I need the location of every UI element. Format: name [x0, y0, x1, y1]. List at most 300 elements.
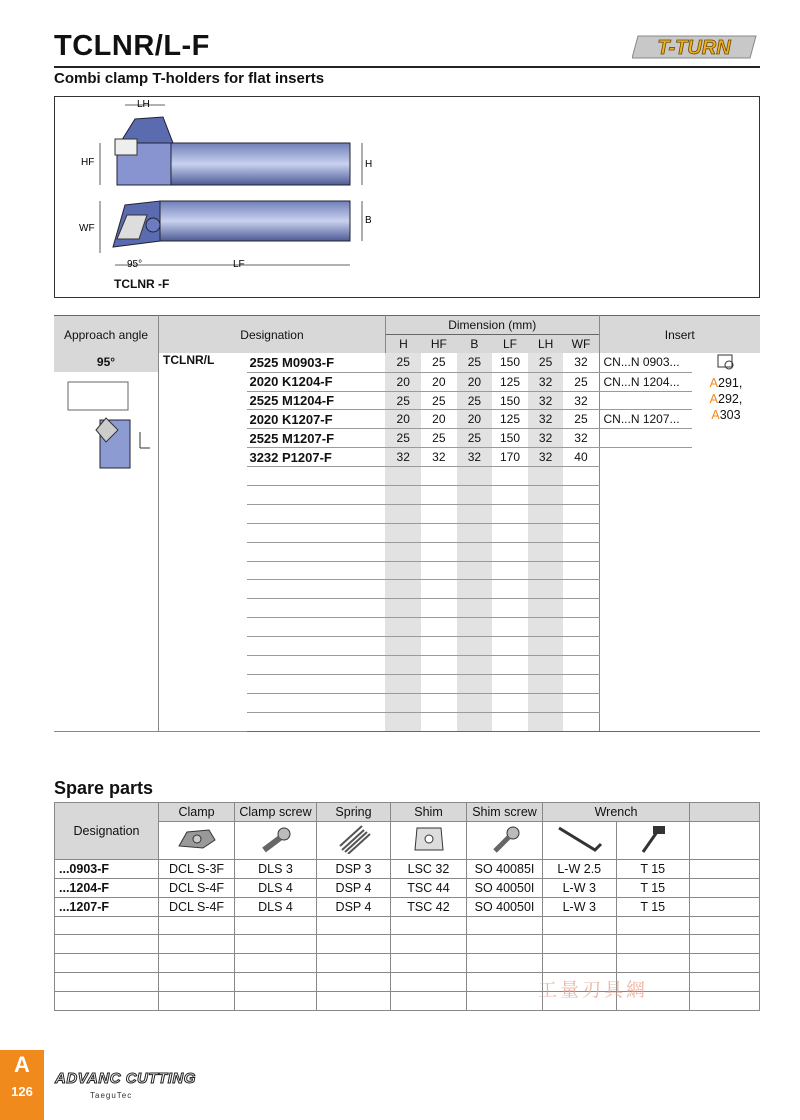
- spare-cell-wrench2: [616, 954, 690, 973]
- spare-cell-clamp-screw: [235, 954, 317, 973]
- spare-cell-shim: [391, 935, 467, 954]
- svg-text:HF: HF: [81, 157, 95, 168]
- dimension-cell: 32: [563, 353, 599, 372]
- designation-code: [247, 504, 385, 523]
- spare-cell-clamp: [159, 935, 235, 954]
- dimension-cell: [457, 486, 493, 505]
- dimension-cell: [492, 637, 528, 656]
- dimension-cell: [421, 523, 457, 542]
- dimension-cell: [528, 542, 564, 561]
- dimension-cell: 25: [528, 353, 564, 372]
- designation-code: 2525 M0903-F: [247, 353, 385, 372]
- spare-cell-clamp-screw: [235, 973, 317, 992]
- page-ref-cell: [692, 523, 760, 542]
- dimension-cell: 150: [492, 429, 528, 448]
- spare-cell-shim: TSC 44: [391, 878, 467, 897]
- spare-cell-shim: [391, 954, 467, 973]
- dimension-cell: [528, 561, 564, 580]
- designation-code: [247, 637, 385, 656]
- dimension-cell: [457, 618, 493, 637]
- dimension-cell: [563, 580, 599, 599]
- spare-cell-shim-screw: [467, 992, 543, 1011]
- page-ref-cell: [692, 486, 760, 505]
- approach-diagram: [54, 372, 158, 472]
- dimension-cell: [421, 504, 457, 523]
- spare-cell-designation: [55, 954, 159, 973]
- page-ref-cell: [692, 504, 760, 523]
- page-ref-cell: [692, 561, 760, 580]
- dimension-cell: [492, 561, 528, 580]
- spare-cell-wrench1: L-W 2.5: [543, 859, 617, 878]
- spare-cell-empty: [690, 935, 760, 954]
- dimension-cell: 32: [457, 448, 493, 467]
- ref-291: 291,: [718, 376, 743, 391]
- spare-cell-wrench2: T 15: [616, 859, 690, 878]
- spare-cell-clamp: [159, 954, 235, 973]
- spare-cell-clamp: [159, 916, 235, 935]
- dimension-cell: 25: [421, 353, 457, 372]
- ref-a3: A: [711, 408, 720, 423]
- spare-cell-shim: [391, 973, 467, 992]
- insert-cell: [599, 504, 692, 523]
- holder-table: [54, 315, 760, 732]
- page-number: 126: [11, 1084, 33, 1099]
- dimension-cell: [385, 637, 421, 656]
- insert-cell: [599, 429, 692, 448]
- dimension-cell: 25: [563, 372, 599, 391]
- dimension-cell: [528, 467, 564, 486]
- spare-cell-clamp-screw: [235, 916, 317, 935]
- spare-cell-wrench2: [616, 935, 690, 954]
- spare-header-designation: Designation: [55, 803, 159, 860]
- shim-screw-icon: [467, 821, 543, 859]
- dimension-cell: [457, 467, 493, 486]
- brand-sub: TaeguTec: [90, 1091, 133, 1100]
- svg-text:T-TURN: T-TURN: [657, 37, 731, 59]
- page-ref-cell: [692, 580, 760, 599]
- page-ref-cell: [692, 353, 760, 429]
- page-subtitle: Combi clamp T-holders for flat inserts: [54, 70, 325, 87]
- dimension-cell: [457, 542, 493, 561]
- dimension-cell: [421, 637, 457, 656]
- watermark: 工量刃具網: [538, 980, 649, 1001]
- svg-text:WF: WF: [79, 223, 95, 234]
- spring-icon: [317, 821, 391, 859]
- dimension-cell: [385, 712, 421, 731]
- dimension-cell: [563, 637, 599, 656]
- clamp-screw-icon: [235, 821, 317, 859]
- spare-cell-designation: ...1207-F: [55, 897, 159, 916]
- spare-cell-clamp: DCL S-4F: [159, 897, 235, 916]
- insert-cell: [599, 523, 692, 542]
- dimension-cell: [385, 542, 421, 561]
- dimension-cell: [385, 618, 421, 637]
- designation-header: Designation: [159, 316, 386, 354]
- page-ref-cell: [692, 467, 760, 486]
- insert-cell: CN...N 0903...: [599, 353, 692, 372]
- designation-code: [247, 467, 385, 486]
- dimension-cell: [563, 599, 599, 618]
- spare-cell-clamp-screw: DLS 4: [235, 897, 317, 916]
- dimension-cell: [457, 580, 493, 599]
- spare-row: [55, 992, 760, 1011]
- dimension-cell: 150: [492, 353, 528, 372]
- dimension-cell: [385, 504, 421, 523]
- dimension-cell: [385, 674, 421, 693]
- spare-cell-clamp: DCL S-3F: [159, 859, 235, 878]
- dim-header-lf: LF: [492, 334, 528, 353]
- dimension-cell: [528, 523, 564, 542]
- dimension-cell: 32: [528, 429, 564, 448]
- svg-text:H: H: [365, 159, 373, 170]
- spare-cell-clamp-screw: [235, 935, 317, 954]
- spare-cell-designation: ...0903-F: [55, 859, 159, 878]
- dimension-cell: [492, 599, 528, 618]
- dimension-cell: 32: [563, 429, 599, 448]
- spare-cell-spring: [317, 973, 391, 992]
- dimension-cell: [492, 618, 528, 637]
- dimension-cell: [421, 674, 457, 693]
- insert-cell: [599, 712, 692, 731]
- dimension-header: Dimension (mm): [385, 316, 599, 335]
- table-row: [54, 353, 760, 372]
- spare-cell-empty: [690, 916, 760, 935]
- ref-292: 292,: [718, 392, 743, 407]
- dim-header-hf: HF: [421, 334, 457, 353]
- page-ref-cell: [692, 542, 760, 561]
- dimension-cell: [457, 674, 493, 693]
- svg-text:B: B: [365, 215, 372, 226]
- ref-a1: A: [709, 376, 718, 391]
- brand-logo: ADVANC CUTTING: [55, 1070, 196, 1087]
- spare-header-wrench: Wrench: [543, 803, 690, 822]
- dimension-cell: 125: [492, 372, 528, 391]
- spare-cell-shim-screw: SO 40050I: [467, 897, 543, 916]
- dimension-cell: 20: [457, 410, 493, 429]
- spare-cell-shim-screw: SO 40050I: [467, 878, 543, 897]
- spare-cell-shim: [391, 992, 467, 1011]
- ref-a2: A: [709, 392, 718, 407]
- dimension-cell: [421, 712, 457, 731]
- spare-cell-clamp: DCL S-4F: [159, 878, 235, 897]
- insert-cell: [599, 618, 692, 637]
- insert-cell: [599, 391, 692, 410]
- spare-cell-clamp-screw: [235, 992, 317, 1011]
- book-icon: [715, 353, 737, 371]
- dimension-cell: [457, 599, 493, 618]
- spare-cell-shim-screw: SO 40085I: [467, 859, 543, 878]
- dimension-cell: [492, 523, 528, 542]
- insert-cell: CN...N 1207...: [599, 410, 692, 429]
- dimension-cell: [421, 599, 457, 618]
- spare-icon-empty: [690, 821, 760, 859]
- dimension-cell: [528, 674, 564, 693]
- insert-cell: [599, 467, 692, 486]
- dimension-cell: [385, 486, 421, 505]
- holder-drawing: [55, 97, 759, 297]
- title-rule: [54, 66, 760, 68]
- dimension-cell: [492, 693, 528, 712]
- spare-cell-shim: TSC 42: [391, 897, 467, 916]
- spare-row: [55, 935, 760, 954]
- spare-cell-wrench2: T 15: [616, 897, 690, 916]
- dimension-cell: 170: [492, 448, 528, 467]
- dimension-cell: 32: [385, 448, 421, 467]
- insert-cell: [599, 674, 692, 693]
- dimension-cell: 25: [457, 429, 493, 448]
- spare-cell-wrench1: [543, 916, 617, 935]
- spare-cell-wrench1: L-W 3: [543, 878, 617, 897]
- dimension-cell: [563, 674, 599, 693]
- dimension-cell: [563, 693, 599, 712]
- dimension-cell: [563, 712, 599, 731]
- designation-code: [247, 712, 385, 731]
- dimension-cell: 20: [385, 410, 421, 429]
- spare-cell-empty: [690, 992, 760, 1011]
- insert-cell: [599, 561, 692, 580]
- spare-row: [55, 878, 760, 897]
- spare-cell-designation: [55, 916, 159, 935]
- spare-cell-spring: [317, 992, 391, 1011]
- designation-code: 3232 P1207-F: [247, 448, 385, 467]
- page-ref-cell: [692, 712, 760, 731]
- designation-code: [247, 656, 385, 675]
- dimension-cell: 25: [385, 391, 421, 410]
- designation-code: [247, 599, 385, 618]
- dimension-cell: [385, 693, 421, 712]
- dimension-cell: [492, 504, 528, 523]
- clamp-icon: [159, 821, 235, 859]
- dimension-cell: 20: [385, 372, 421, 391]
- spare-cell-wrench1: [543, 935, 617, 954]
- spare-cell-wrench2: T 15: [616, 878, 690, 897]
- dimension-cell: [528, 599, 564, 618]
- spare-cell-designation: ...1204-F: [55, 878, 159, 897]
- dimension-cell: [528, 637, 564, 656]
- spare-cell-empty: [690, 954, 760, 973]
- spare-cell-clamp-screw: DLS 3: [235, 859, 317, 878]
- dimension-cell: 32: [528, 410, 564, 429]
- svg-text:LF: LF: [233, 259, 245, 270]
- svg-text:LH: LH: [137, 99, 150, 110]
- dimension-cell: [563, 467, 599, 486]
- spare-cell-empty: [690, 897, 760, 916]
- approach-cell: [54, 353, 159, 731]
- svg-text:95°: 95°: [127, 259, 143, 270]
- dimension-cell: [528, 712, 564, 731]
- dimension-cell: 25: [385, 429, 421, 448]
- dimension-cell: [492, 674, 528, 693]
- hex-wrench-icon: [543, 821, 617, 859]
- dimension-cell: 125: [492, 410, 528, 429]
- dimension-cell: [563, 561, 599, 580]
- spare-cell-shim-screw: [467, 935, 543, 954]
- designation-code: 2020 K1207-F: [247, 410, 385, 429]
- spare-cell-wrench2: [616, 916, 690, 935]
- page-ref-cell: [692, 599, 760, 618]
- designation-prefix: TCLNR/L: [159, 353, 248, 731]
- spare-cell-designation: [55, 973, 159, 992]
- insert-cell: CN...N 1204...: [599, 372, 692, 391]
- page-ref-cell: [692, 656, 760, 675]
- dimension-cell: [563, 486, 599, 505]
- dim-header-wf: WF: [563, 334, 599, 353]
- spare-cell-spring: [317, 954, 391, 973]
- designation-code: 2525 M1204-F: [247, 391, 385, 410]
- insert-cell: [599, 693, 692, 712]
- designation-code: [247, 580, 385, 599]
- dimension-cell: [457, 523, 493, 542]
- spare-cell-spring: DSP 4: [317, 878, 391, 897]
- dimension-cell: [421, 542, 457, 561]
- designation-code: [247, 523, 385, 542]
- spare-row: [55, 897, 760, 916]
- dimension-cell: 150: [492, 391, 528, 410]
- t-turn-logo: [632, 30, 760, 62]
- page-ref-cell: [692, 429, 760, 448]
- dimension-cell: [421, 486, 457, 505]
- dimension-cell: [528, 580, 564, 599]
- spare-cell-empty: [690, 878, 760, 897]
- spare-cell-shim: LSC 32: [391, 859, 467, 878]
- dimension-cell: 32: [421, 448, 457, 467]
- page-letter: A: [14, 1052, 30, 1077]
- designation-code: [247, 542, 385, 561]
- spare-row: [55, 916, 760, 935]
- designation-code: 2525 M1207-F: [247, 429, 385, 448]
- dimension-cell: 25: [385, 353, 421, 372]
- spare-cell-clamp: [159, 992, 235, 1011]
- dimension-cell: 32: [563, 391, 599, 410]
- spare-cell-wrench1: [543, 954, 617, 973]
- dimension-cell: [492, 542, 528, 561]
- spare-header-empty: [690, 803, 760, 822]
- spare-cell-shim-screw: [467, 954, 543, 973]
- spare-parts-title: Spare parts: [54, 778, 154, 798]
- spare-cell-spring: [317, 916, 391, 935]
- dimension-cell: [492, 712, 528, 731]
- dimension-cell: 20: [421, 410, 457, 429]
- dimension-cell: 25: [457, 391, 493, 410]
- page-ref-cell: [692, 618, 760, 637]
- insert-cell: [599, 580, 692, 599]
- dimension-cell: 40: [563, 448, 599, 467]
- dimension-cell: [385, 523, 421, 542]
- dimension-cell: [385, 580, 421, 599]
- dim-header-h: H: [385, 334, 421, 353]
- spare-cell-clamp: [159, 973, 235, 992]
- dimension-cell: [528, 693, 564, 712]
- spare-cell-shim: [391, 916, 467, 935]
- dim-header-b: B: [457, 334, 493, 353]
- dimension-cell: [457, 504, 493, 523]
- dimension-cell: [457, 637, 493, 656]
- spare-cell-designation: [55, 935, 159, 954]
- spare-cell-empty: [690, 973, 760, 992]
- dimension-cell: [421, 693, 457, 712]
- dimension-cell: 25: [421, 391, 457, 410]
- page-tab: [0, 1050, 44, 1120]
- dimension-cell: [457, 656, 493, 675]
- drawing-caption: TCLNR -F: [114, 277, 170, 291]
- spare-row: [55, 954, 760, 973]
- insert-header: Insert: [599, 316, 760, 354]
- insert-cell: [599, 486, 692, 505]
- dimension-cell: [563, 656, 599, 675]
- dimension-cell: [563, 618, 599, 637]
- page-title: TCLNR/L-F: [54, 30, 210, 62]
- technical-drawing: [54, 96, 760, 298]
- dimension-cell: [385, 656, 421, 675]
- designation-code: [247, 486, 385, 505]
- dimension-cell: [528, 504, 564, 523]
- dimension-cell: 25: [563, 410, 599, 429]
- spare-cell-clamp-screw: DLS 4: [235, 878, 317, 897]
- dimension-cell: [421, 580, 457, 599]
- spare-header-shim: Shim: [391, 803, 467, 822]
- spare-row: [55, 859, 760, 878]
- spare-cell-designation: [55, 992, 159, 1011]
- designation-code: [247, 674, 385, 693]
- insert-cell: [599, 448, 692, 467]
- dimension-cell: [492, 656, 528, 675]
- insert-cell: [599, 542, 692, 561]
- dimension-cell: [385, 561, 421, 580]
- dimension-cell: [421, 467, 457, 486]
- spare-cell-spring: DSP 3: [317, 859, 391, 878]
- dimension-cell: [457, 561, 493, 580]
- dimension-cell: [421, 561, 457, 580]
- approach-header: Approach angle: [54, 316, 159, 354]
- page-ref-cell: [692, 637, 760, 656]
- spare-row: [55, 973, 760, 992]
- ref-303: 303: [719, 408, 741, 423]
- dimension-cell: [492, 467, 528, 486]
- designation-code: [247, 561, 385, 580]
- dimension-cell: 20: [421, 372, 457, 391]
- spare-header-spring: Spring: [317, 803, 391, 822]
- designation-code: 2020 K1204-F: [247, 372, 385, 391]
- dimension-cell: 25: [421, 429, 457, 448]
- dimension-cell: 20: [457, 372, 493, 391]
- dimension-cell: [457, 712, 493, 731]
- dim-header-lh: LH: [528, 334, 564, 353]
- spare-cell-wrench1: L-W 3: [543, 897, 617, 916]
- dimension-cell: [457, 693, 493, 712]
- dimension-cell: 32: [528, 391, 564, 410]
- dimension-cell: [421, 618, 457, 637]
- shim-icon: [391, 821, 467, 859]
- spare-header-clamp-screw: Clamp screw: [235, 803, 317, 822]
- dimension-cell: [385, 599, 421, 618]
- dimension-cell: 32: [528, 448, 564, 467]
- approach-value: 95°: [54, 353, 158, 372]
- dimension-cell: [528, 656, 564, 675]
- dimension-cell: [563, 542, 599, 561]
- dimension-cell: [385, 467, 421, 486]
- insert-cell: [599, 656, 692, 675]
- page-ref-cell: [692, 448, 760, 467]
- spare-parts-table: [54, 802, 760, 1011]
- torx-wrench-icon: [616, 821, 690, 859]
- spare-header-shim-screw: Shim screw: [467, 803, 543, 822]
- spare-cell-empty: [690, 859, 760, 878]
- dimension-cell: [528, 486, 564, 505]
- designation-code: [247, 618, 385, 637]
- spare-header-clamp: Clamp: [159, 803, 235, 822]
- spare-cell-shim-screw: [467, 916, 543, 935]
- insert-cell: [599, 599, 692, 618]
